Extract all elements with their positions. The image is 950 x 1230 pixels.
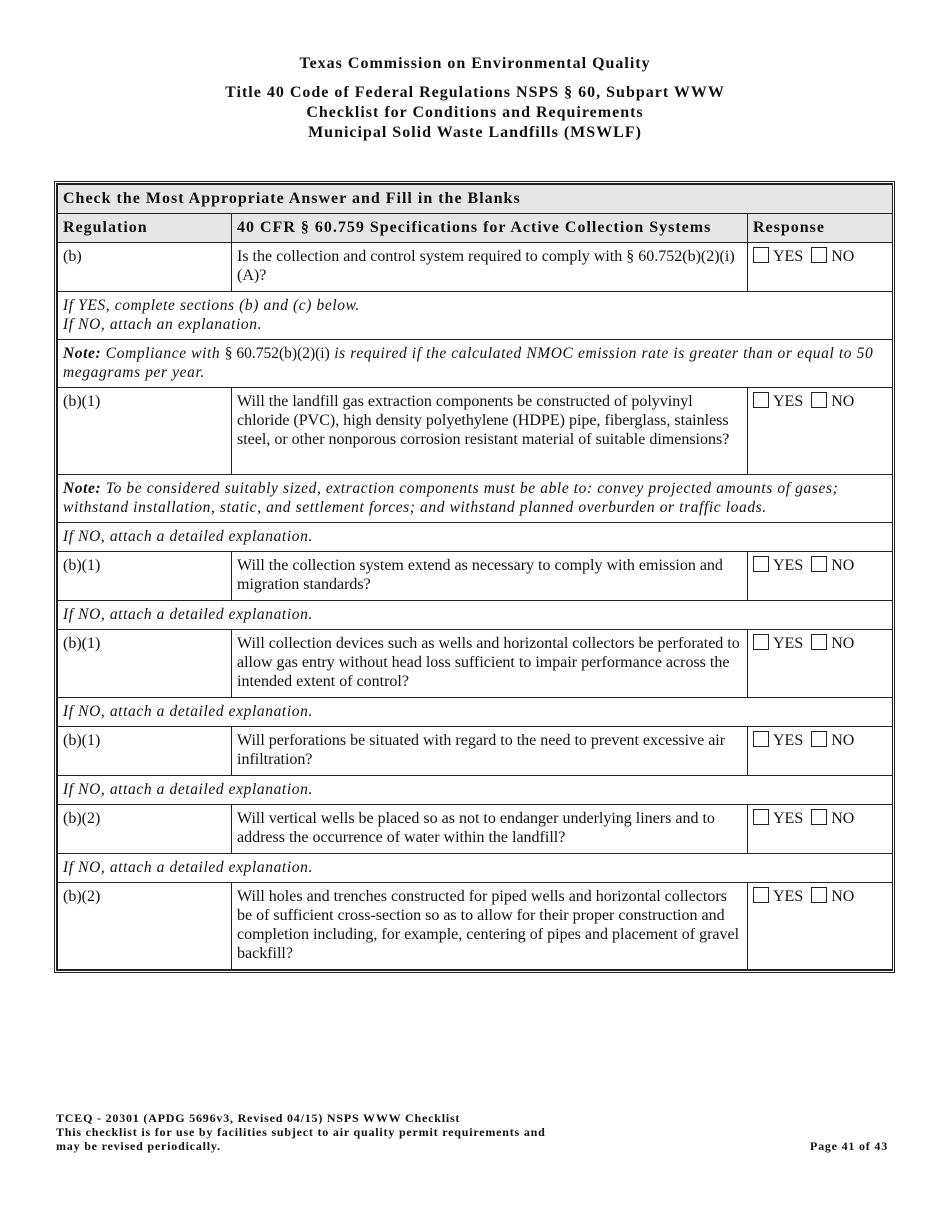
- compliance-note: [58, 340, 893, 388]
- instruction-note: If NO, attach a detailed explanation.: [58, 854, 893, 883]
- title-line-3: Municipal Solid Waste Landfills (MSWLF): [308, 124, 642, 141]
- response-cell: [748, 388, 893, 475]
- response-cell: [748, 883, 893, 970]
- note-prefix: Note:: [63, 345, 102, 362]
- yes-label: YES: [773, 248, 804, 265]
- table-header-row: [58, 214, 893, 243]
- response-cell: [748, 630, 893, 698]
- yes-label: YES: [773, 732, 804, 749]
- regulation-ref: (b)(1): [58, 727, 232, 776]
- no-checkbox[interactable]: [811, 731, 827, 747]
- instruction-note: [58, 292, 893, 340]
- sizing-note: [58, 475, 893, 523]
- table-row: [58, 630, 893, 698]
- yes-checkbox[interactable]: [753, 731, 769, 747]
- column-header-section: 40 CFR § 60.759 Specifications for Active Collection Systems: [232, 214, 748, 243]
- note-code-reference: § 60.752(b)(2)(i): [224, 345, 330, 362]
- no-label: NO: [831, 248, 855, 265]
- no-checkbox[interactable]: [811, 887, 827, 903]
- no-checkbox[interactable]: [811, 556, 827, 572]
- regulation-ref: (b)(2): [58, 805, 232, 854]
- document-header: [0, 55, 950, 143]
- instruction-line-yes: If YES, complete sections (b) and (c) below.: [63, 297, 360, 314]
- table-row: [58, 727, 893, 776]
- table-row: [58, 243, 893, 292]
- instruction-note: If NO, attach a detailed explanation.: [58, 601, 893, 630]
- no-label: NO: [831, 732, 855, 749]
- note-row: [58, 523, 893, 552]
- instruction-note: If NO, attach a detailed explanation.: [58, 776, 893, 805]
- note-row: [58, 854, 893, 883]
- yes-checkbox[interactable]: [753, 634, 769, 650]
- instruction-line-no: If NO, attach an explanation.: [63, 316, 263, 333]
- note-text: Compliance with: [105, 345, 221, 362]
- no-label: NO: [831, 393, 855, 410]
- no-label: NO: [831, 888, 855, 905]
- question-text: Will vertical wells be placed so as not to endanger underlying liners and to address the occurrence of water within the landfill?: [232, 805, 748, 854]
- note-row: [58, 340, 893, 388]
- yes-checkbox[interactable]: [753, 247, 769, 263]
- no-checkbox[interactable]: [811, 809, 827, 825]
- footer-disclaimer-1: This checklist is for use by facilities subject to air quality permit requirements and: [56, 1125, 546, 1139]
- question-text: Will the landfill gas extraction components be constructed of polyvinyl chloride (PVC), high density polyethylene (HDPE) pipe, fiberglass, stainless steel, or other nonporous corrosion resistant material of suitable dimensions?: [232, 388, 748, 475]
- instruction-note: If NO, attach a detailed explanation.: [58, 698, 893, 727]
- note-row: [58, 698, 893, 727]
- table-row: [58, 883, 893, 970]
- regulation-ref: (b)(2): [58, 883, 232, 970]
- yes-label: YES: [773, 888, 804, 905]
- note-text: is required if the calculated NMOC emission rate is greater than or equal to 50 megagrams per year.: [63, 345, 874, 381]
- note-row: [58, 601, 893, 630]
- regulation-ref: (b)(1): [58, 552, 232, 601]
- note-text: To be considered suitably sized, extraction components must be able to: convey projected amounts of gases; withstand installation, static, and settlement forces; and withstand planned overburden or traffic loads.: [63, 480, 839, 516]
- yes-checkbox[interactable]: [753, 887, 769, 903]
- question-text: Will the collection system extend as necessary to comply with emission and migration standards?: [232, 552, 748, 601]
- regulation-ref: (b): [58, 243, 232, 292]
- checklist-table: [54, 181, 895, 973]
- page-number: Page 41 of 43: [809, 1139, 888, 1153]
- column-header-response: Response: [748, 214, 893, 243]
- no-label: NO: [831, 635, 855, 652]
- table-row: [58, 805, 893, 854]
- agency-name: Texas Commission on Environmental Quality: [299, 55, 651, 72]
- no-label: NO: [831, 810, 855, 827]
- note-row: [58, 475, 893, 523]
- yes-checkbox[interactable]: [753, 556, 769, 572]
- yes-checkbox[interactable]: [753, 392, 769, 408]
- question-text: Will collection devices such as wells and horizontal collectors be perforated to allow gas entry without head loss sufficient to impair performance across the intended extent of control?: [232, 630, 748, 698]
- yes-checkbox[interactable]: [753, 809, 769, 825]
- instruction-note: If NO, attach a detailed explanation.: [58, 523, 893, 552]
- response-cell: [748, 552, 893, 601]
- footer-disclaimer-2: may be revised periodically.: [56, 1139, 221, 1153]
- question-text: Will holes and trenches constructed for piped wells and horizontal collectors be of sufficient cross-section so as to allow for their proper construction and completion including, for example, centering of pipes and placement of gravel backfill?: [232, 883, 748, 970]
- page-footer: [56, 1111, 888, 1153]
- yes-label: YES: [773, 635, 804, 652]
- note-row: [58, 292, 893, 340]
- note-prefix: Note:: [63, 480, 102, 497]
- response-cell: [748, 727, 893, 776]
- form-id: TCEQ - 20301 (APDG 5696v3, Revised 04/15) NSPS WWW Checklist: [56, 1111, 461, 1125]
- no-checkbox[interactable]: [811, 634, 827, 650]
- table-row: [58, 552, 893, 601]
- yes-label: YES: [773, 393, 804, 410]
- no-checkbox[interactable]: [811, 392, 827, 408]
- table-banner-row: [58, 185, 893, 214]
- question-text: Is the collection and control system required to comply with § 60.752(b)(2)(i)(A)?: [232, 243, 748, 292]
- title-line-2: Checklist for Conditions and Requirements: [306, 104, 644, 121]
- title-line-1: Title 40 Code of Federal Regulations NSPS § 60, Subpart WWW: [225, 84, 725, 101]
- no-checkbox[interactable]: [811, 247, 827, 263]
- note-row: [58, 776, 893, 805]
- table-row: [58, 388, 893, 475]
- yes-label: YES: [773, 810, 804, 827]
- column-header-regulation: Regulation: [58, 214, 232, 243]
- question-text: Will perforations be situated with regard to the need to prevent excessive air infiltration?: [232, 727, 748, 776]
- no-label: NO: [831, 557, 855, 574]
- response-cell: [748, 243, 893, 292]
- table-banner: Check the Most Appropriate Answer and Fill in the Blanks: [58, 185, 893, 214]
- response-cell: [748, 805, 893, 854]
- regulation-ref: (b)(1): [58, 630, 232, 698]
- regulation-ref: (b)(1): [58, 388, 232, 475]
- yes-label: YES: [773, 557, 804, 574]
